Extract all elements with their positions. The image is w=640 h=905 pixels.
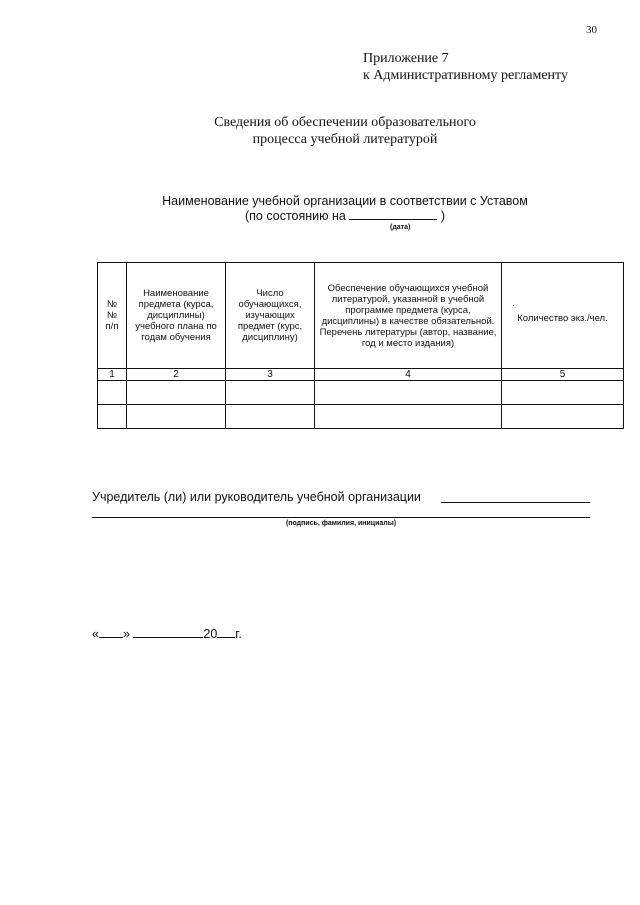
table-cell[interactable]: [127, 405, 226, 429]
organization-heading: [100, 194, 590, 223]
signature-field[interactable]: [92, 517, 590, 518]
table-cell[interactable]: [98, 405, 127, 429]
table-number-row: [98, 369, 624, 381]
column-number-2: 2: [127, 369, 226, 381]
as-of-date-line: [100, 208, 590, 223]
table-row: [98, 405, 624, 429]
as-of-date-field[interactable]: [349, 208, 437, 220]
document-title-line-2: процесса учебной литературой: [252, 132, 438, 147]
date-open-quote: «: [92, 627, 99, 641]
table-row: [98, 381, 624, 405]
signing-date-line: [92, 626, 242, 641]
table-header-row: [98, 263, 624, 369]
header-col-quantity-dot: .: [512, 298, 515, 309]
column-number-3: 3: [226, 369, 315, 381]
appendix-reference: [363, 50, 568, 84]
column-number-4: 4: [315, 369, 502, 381]
header-col-literature: Обеспечение обучающихся учебной литературой, указанной в учебной программе предмета (курса, дисциплины) в качестве обязательной. Перечень литературы (автор, название, год и место издания): [315, 263, 502, 369]
table-cell[interactable]: [127, 381, 226, 405]
table-cell[interactable]: [315, 405, 502, 429]
organization-name-line: Наименование учебной организации в соответствии с Уставом: [162, 194, 528, 208]
day-field[interactable]: [99, 626, 123, 638]
header-col-students: Число обучающихся, изучающих предмет (курс, дисциплину): [226, 263, 315, 369]
as-of-suffix: ): [440, 209, 445, 223]
as-of-prefix: (по состоянию на: [245, 209, 346, 223]
founder-name-field[interactable]: [441, 502, 590, 503]
table-cell[interactable]: [98, 381, 127, 405]
signature-caption: (подпись, фамилия, инициалы): [285, 520, 397, 527]
table-cell[interactable]: [226, 405, 315, 429]
table-cell[interactable]: [502, 405, 624, 429]
header-col-quantity-label: Количество экз./чел.: [517, 313, 608, 324]
table-cell[interactable]: [502, 381, 624, 405]
appendix-line-2: к Административному регламенту: [363, 68, 568, 83]
page-number: 30: [586, 24, 597, 36]
founder-label: Учредитель (ли) или руководитель учебной организации: [92, 490, 421, 504]
document-title: [130, 114, 560, 148]
month-field[interactable]: [133, 626, 203, 638]
date-caption: (дата): [390, 224, 411, 231]
year-field[interactable]: [217, 626, 235, 638]
literature-table: [97, 262, 624, 429]
header-col-number: № № п/п: [98, 263, 127, 369]
column-number-1: 1: [98, 369, 127, 381]
column-number-5: 5: [502, 369, 624, 381]
document-title-line-1: Сведения об обеспечении образовательного: [214, 115, 476, 130]
header-col-subject: Наименование предмета (курса, дисциплины) учебного плана по годам обучения: [127, 263, 226, 369]
header-col-quantity: [502, 263, 624, 369]
table-cell[interactable]: [226, 381, 315, 405]
appendix-line-1: Приложение 7: [363, 51, 449, 66]
year-suffix: г.: [235, 627, 242, 641]
table-cell[interactable]: [315, 381, 502, 405]
year-prefix: 20: [203, 627, 218, 641]
date-close-quote: »: [122, 627, 130, 641]
